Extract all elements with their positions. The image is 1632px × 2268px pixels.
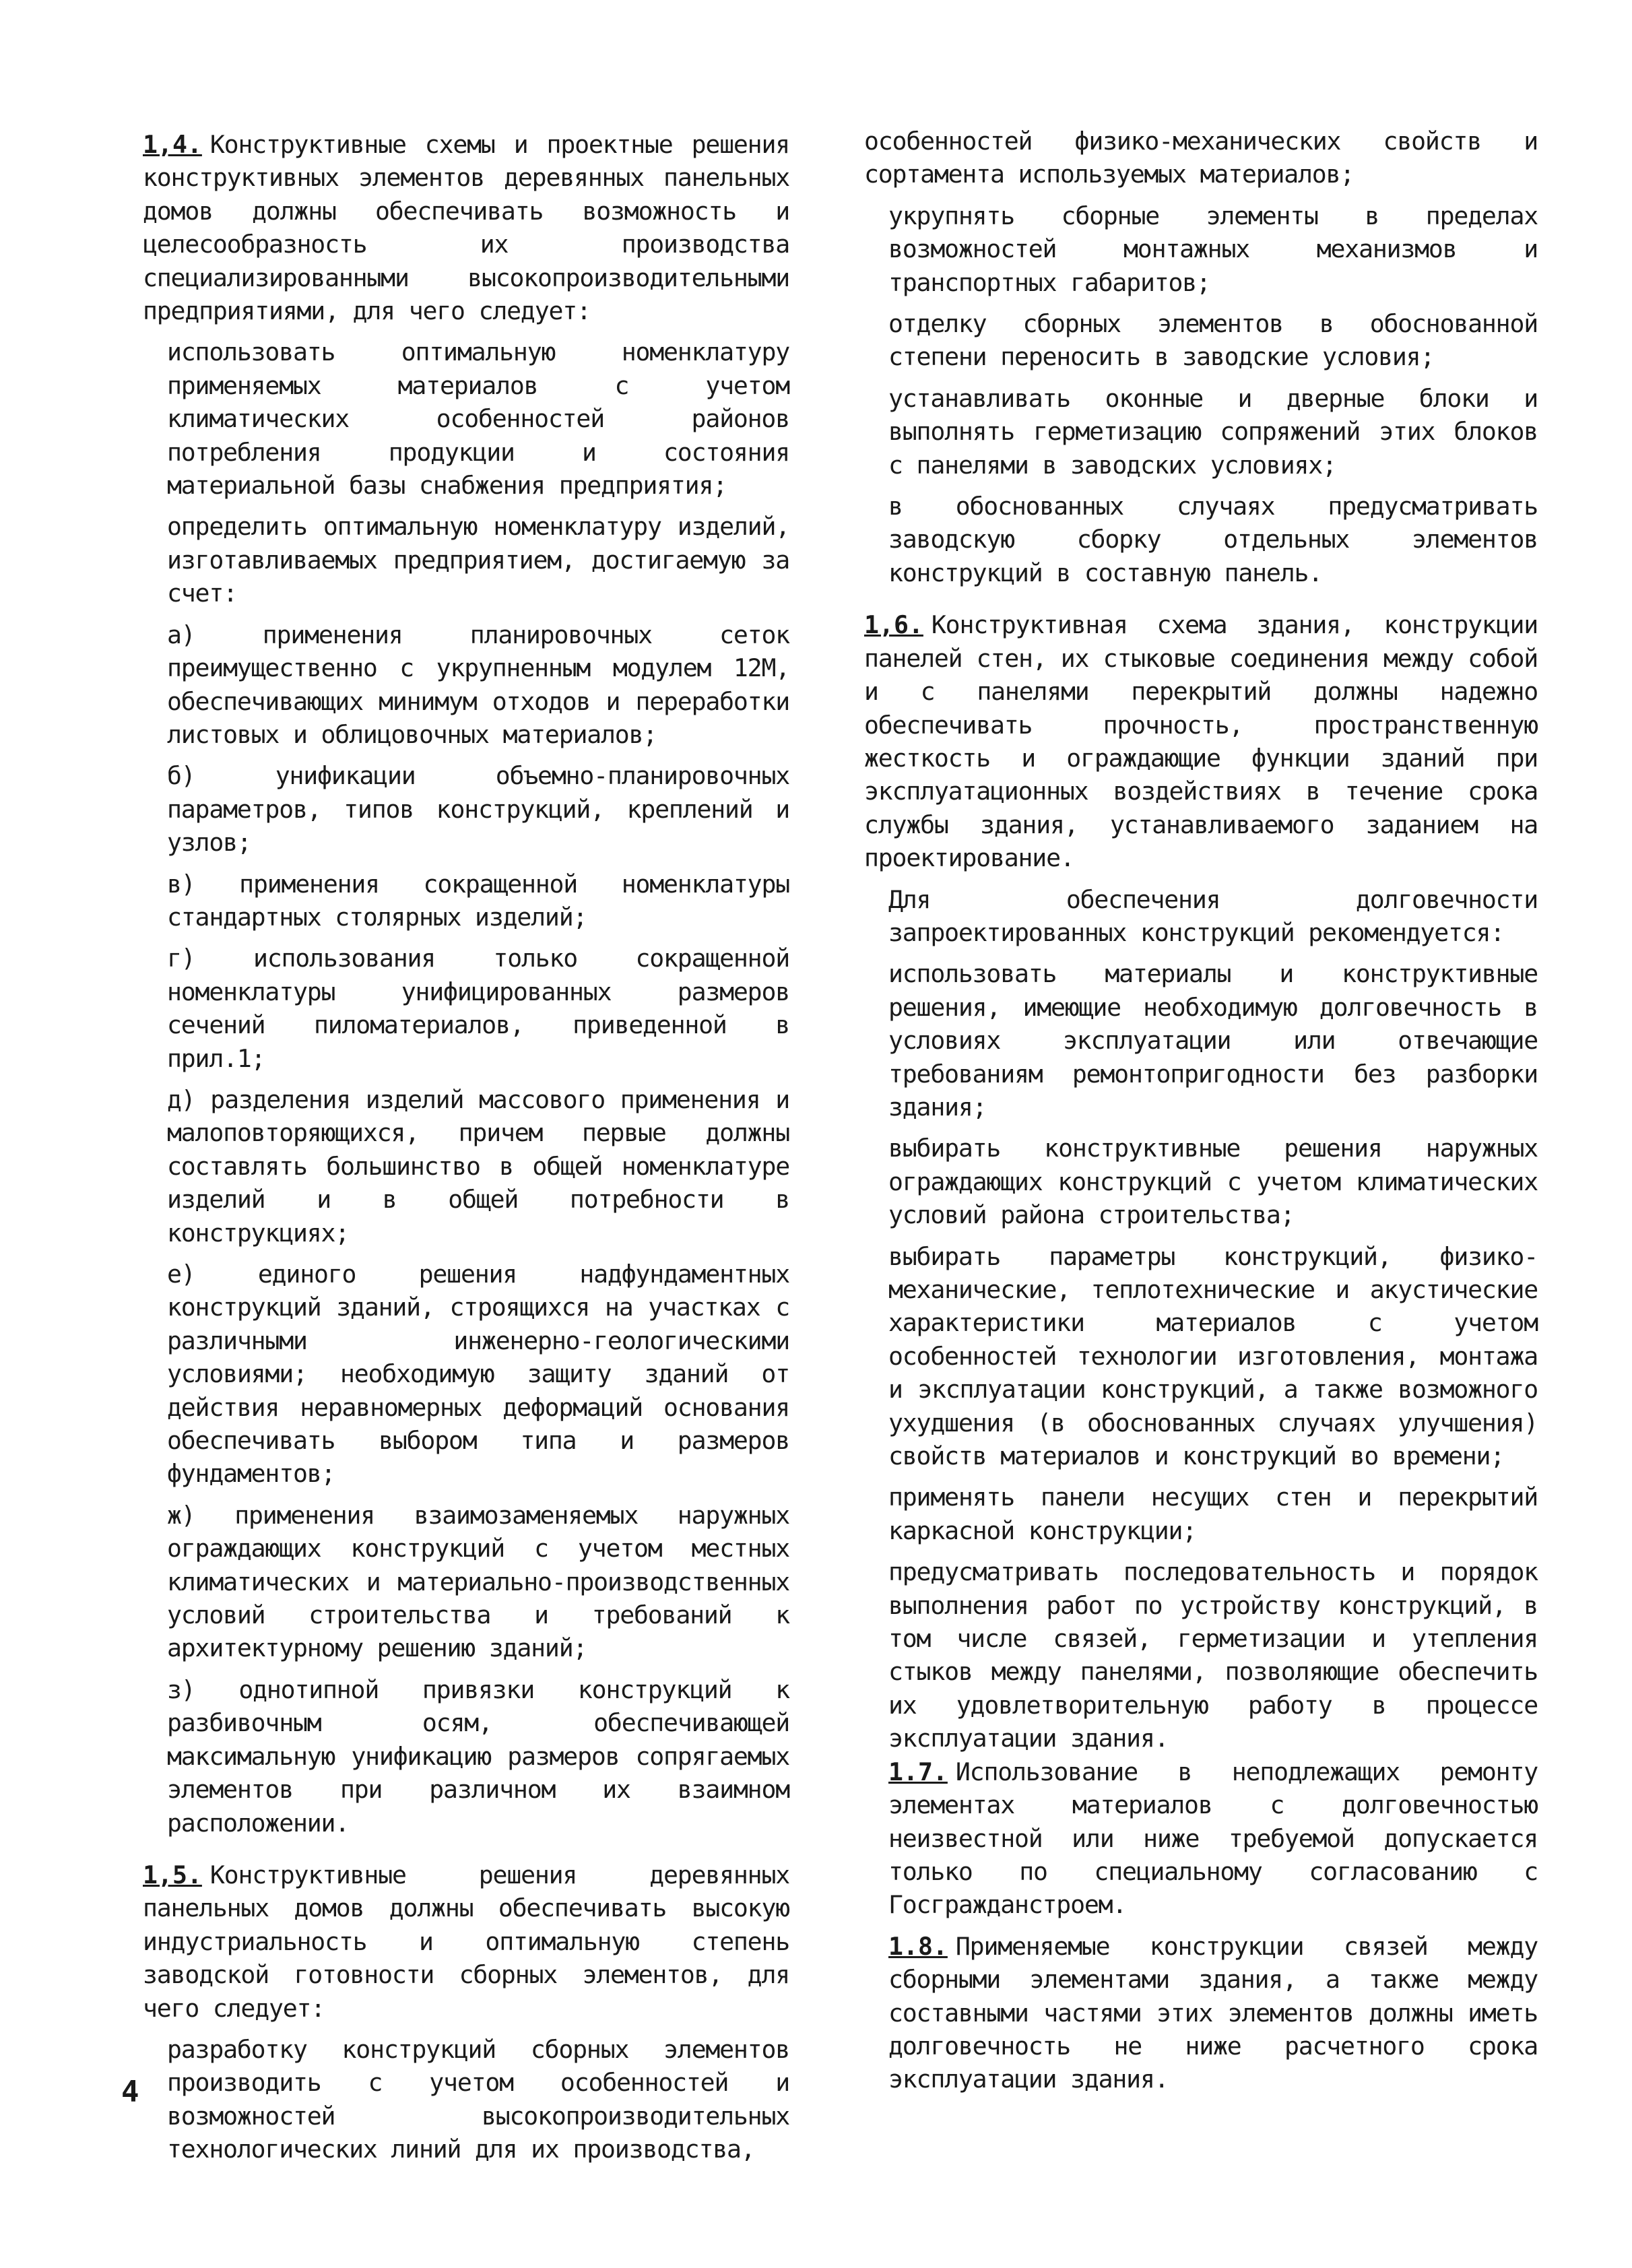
paragraph bbox=[864, 1555, 1538, 1755]
paragraph-text: в) применения сокращенной номенклатуры стандартных столярных изделий; bbox=[167, 869, 789, 932]
paragraph-text: б) унификации объемно-планировочных параметров, типов конструкций, креплений и узлов; bbox=[167, 761, 789, 857]
paragraph-text: отделку сборных элементов в обоснованной степени переносить в заводские условия; bbox=[888, 309, 1538, 372]
paragraph-text: Применяемые конструкции связей между сборными элементами здания, а также между составными частями этих элементов должны иметь долговечность не ниже расчетного срока эксплуатации здания. bbox=[888, 1931, 1538, 2094]
paragraph-text: г) использования только сокращенной номенклатуры унифицированных размеров сечений пиломатериалов, приведенной в прил.1; bbox=[167, 944, 789, 1073]
paragraph bbox=[864, 1481, 1538, 1547]
paragraph bbox=[143, 128, 789, 327]
section-number: 1.8. bbox=[888, 1931, 948, 1961]
paragraph bbox=[864, 125, 1538, 191]
paragraph bbox=[864, 199, 1538, 299]
paragraph bbox=[864, 1132, 1538, 1231]
paragraph bbox=[864, 957, 1538, 1124]
paragraph bbox=[864, 1930, 1538, 2096]
paragraph bbox=[864, 1240, 1538, 1473]
paragraph bbox=[143, 1258, 789, 1491]
left-column bbox=[143, 128, 789, 2166]
paragraph-text: применять панели несущих стен и перекрытий каркасной конструкции; bbox=[888, 1483, 1538, 1545]
paragraph bbox=[143, 1858, 789, 2025]
paragraph-text: использовать оптимальную номенклатуру применяемых материалов с учетом климатических особенностей районов потребления продукции и состояния материальной базы снабжения предприятия; bbox=[167, 337, 789, 500]
page-number: 4 bbox=[121, 2075, 139, 2109]
paragraph-text: з) однотипной привязки конструкций к разбивочным осям, обеспечивающей максимальную унификацию размеров сопрягаемых элементов при различном их взаимном расположении. bbox=[167, 1675, 789, 1838]
paragraph bbox=[143, 618, 789, 752]
paragraph-text: Использование в неподлежащих ремонту элементах материалов с долговечностью неизвестной или ниже требуемой допускается только по специальному согласованию с Госгражданстроем. bbox=[888, 1757, 1538, 1920]
paragraph bbox=[143, 759, 789, 859]
paragraph bbox=[864, 1755, 1538, 1922]
paragraph-text: Конструктивная схема здания, конструкции панелей стен, их стыковые соединения между собой и с панелями перекрытий должны надежно обеспечивать прочность, пространственную жесткость и ограждающие функции зданий при эксплуатационных воздействиях в течение срока службы здания, устанавливаемого заданием на проектирование. bbox=[864, 610, 1538, 873]
paragraph bbox=[143, 868, 789, 934]
paragraph-text: в обоснованных случаях предусматривать заводскую сборку отдельных элементов конструкций в составную панель. bbox=[888, 492, 1538, 587]
paragraph bbox=[864, 307, 1538, 374]
paragraph-text: д) разделения изделий массового применения и малоповторяющихся, причем первые должны составлять большинство в общей номенклатуре изделий и в общей потребности в конструкциях; bbox=[167, 1084, 789, 1248]
paragraph bbox=[864, 608, 1538, 874]
paragraph-text: выбирать конструктивные решения наружных ограждающих конструкций с учетом климатических условий района строительства; bbox=[888, 1134, 1538, 1230]
paragraph-text: ж) применения взаимозаменяемых наружных ограждающих конструкций с учетом местных климатических и материально-производственных условий строительства и требований к архитектурному решению зданий; bbox=[167, 1500, 789, 1663]
paragraph-text: выбирать параметры конструкций, физико-механические, теплотехнические и акустические характеристики материалов с учетом особенностей технологии изготовления, монтажа и эксплуатации конструкций, а также возможного ухудшения (в обоснованных случаях улучшения) свойств материалов и конструкций во времени; bbox=[888, 1241, 1538, 1471]
paragraph-text: предусматривать последовательность и порядок выполнения работ по устройству конструкций, в том числе связей, герметизации и утепления стыков между панелями, позволяющие обеспечить их удовлетворительную работу в процессе эксплуатации здания. bbox=[888, 1557, 1538, 1753]
paragraph bbox=[143, 942, 789, 1075]
paragraph-text: Для обеспечения долговечности запроектированных конструкций рекомендуется: bbox=[888, 884, 1538, 947]
paragraph-text: а) применения планировочных сеток преимущественно с укрупненным модулем 12М, обеспечивающих минимум отходов и переработки листовых и облицовочных материалов; bbox=[167, 620, 789, 749]
paragraph bbox=[143, 510, 789, 610]
paragraph-text: Конструктивные схемы и проектные решения конструктивных элементов деревянных панельных домов должны обеспечивать возможность и целесообразность их производства специализированными высокопроизводительными предприятиями, для чего следует: bbox=[143, 130, 789, 326]
paragraph bbox=[143, 1083, 789, 1250]
section-number: 1,5. bbox=[143, 1860, 202, 1889]
paragraph bbox=[143, 2033, 789, 2166]
section-number: 1,6. bbox=[864, 610, 923, 640]
paragraph bbox=[143, 1499, 789, 1665]
paragraph-text: особенностей физико-механических свойств и сортамента используемых материалов; bbox=[864, 127, 1538, 189]
paragraph bbox=[143, 1673, 789, 1840]
paragraph-text: определить оптимальную номенклатуру изделий, изготавливаемых предприятием, достигаемую за счет: bbox=[167, 512, 789, 608]
right-column bbox=[864, 125, 1538, 2096]
paragraph-text: Конструктивные решения деревянных панельных домов должны обеспечивать высокую индустриальность и оптимальную степень заводской готовности сборных элементов, для чего следует: bbox=[143, 1860, 789, 2023]
paragraph bbox=[143, 335, 789, 502]
paragraph-text: укрупнять сборные элементы в пределах возможностей монтажных механизмов и транспортных габаритов; bbox=[888, 201, 1538, 297]
paragraph-text: е) единого решения надфундаментных конструкций зданий, строящихся на участках с различными инженерно-геологическими условиями; необходимую защиту зданий от действия неравномерных деформаций основания обеспечивать выбором типа и размеров фундаментов; bbox=[167, 1260, 789, 1489]
paragraph-text: разработку конструкций сборных элементов производить с учетом особенностей и возможностей высокопроизводительных технологических линий для их производства, bbox=[167, 2034, 789, 2164]
paragraph bbox=[864, 883, 1538, 950]
paragraph bbox=[864, 382, 1538, 482]
section-number: 1.7. bbox=[888, 1757, 948, 1786]
paragraph-text: использовать материалы и конструктивные решения, имеющие необходимую долговечность в условиях эксплуатации или отвечающие требованиям ремонтопригодности без разборки здания; bbox=[888, 959, 1538, 1122]
paragraph-text: устанавливать оконные и дверные блоки и выполнять герметизацию сопряжений этих блоков с панелями в заводских условиях; bbox=[888, 383, 1538, 480]
paragraph bbox=[864, 490, 1538, 589]
section-number: 1,4. bbox=[143, 130, 202, 159]
